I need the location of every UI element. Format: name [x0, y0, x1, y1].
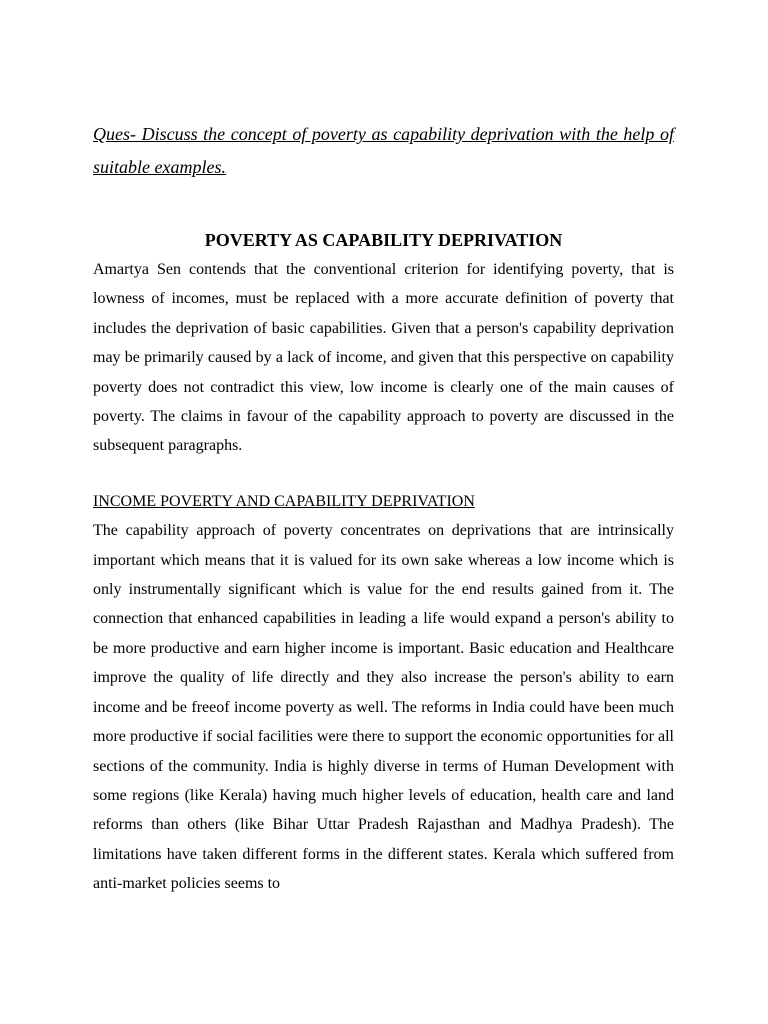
- question-text: Ques- Discuss the concept of poverty as capability deprivation with the help of suitable examples.: [93, 124, 674, 177]
- section-title: POVERTY AS CAPABILITY DEPRIVATION: [204, 230, 563, 250]
- intro-paragraph: Amartya Sen contends that the conventional criterion for identifying poverty, that is lowness of incomes, must be replaced with a more accurate definition of poverty that includes the deprivation of basic capabilities. Given that a person's capability deprivation may be primarily caused by a lack of income, and given that this perspective on capability poverty does not contradict this view, low income is clearly one of the main causes of poverty. The claims in favour of the capability approach to poverty are discussed in the subsequent paragraphs.: [93, 261, 674, 455]
- document-body: [93, 118, 674, 956]
- subsection-heading: INCOME POVERTY AND CAPABILITY DEPRIVATION: [93, 492, 475, 510]
- subsection-paragraph: The capability approach of poverty concentrates on deprivations that are intrinsically important which means that it is valued for its own sake whereas a low income which is only instrumentally significant which is value for the end results gained from it. The connection that enhanced capabilities in leading a life would expand a person's ability to be more productive and earn higher income is important. Basic education and Healthcare improve the quality of life directly and they also increase the person's ability to earn income and be freeof income poverty as well. The reforms in India could have been much more productive if social facilities were there to support the economic opportunities for all sections of the community. India is highly diverse in terms of Human Development with some regions (like Kerala) having much higher levels of education, health care and land reforms than others (like Bihar Uttar Pradesh Rajasthan and Madhya Pradesh). The limitations have taken different forms in the different states. Kerala which suffered from anti-market policies seems to: [93, 522, 674, 893]
